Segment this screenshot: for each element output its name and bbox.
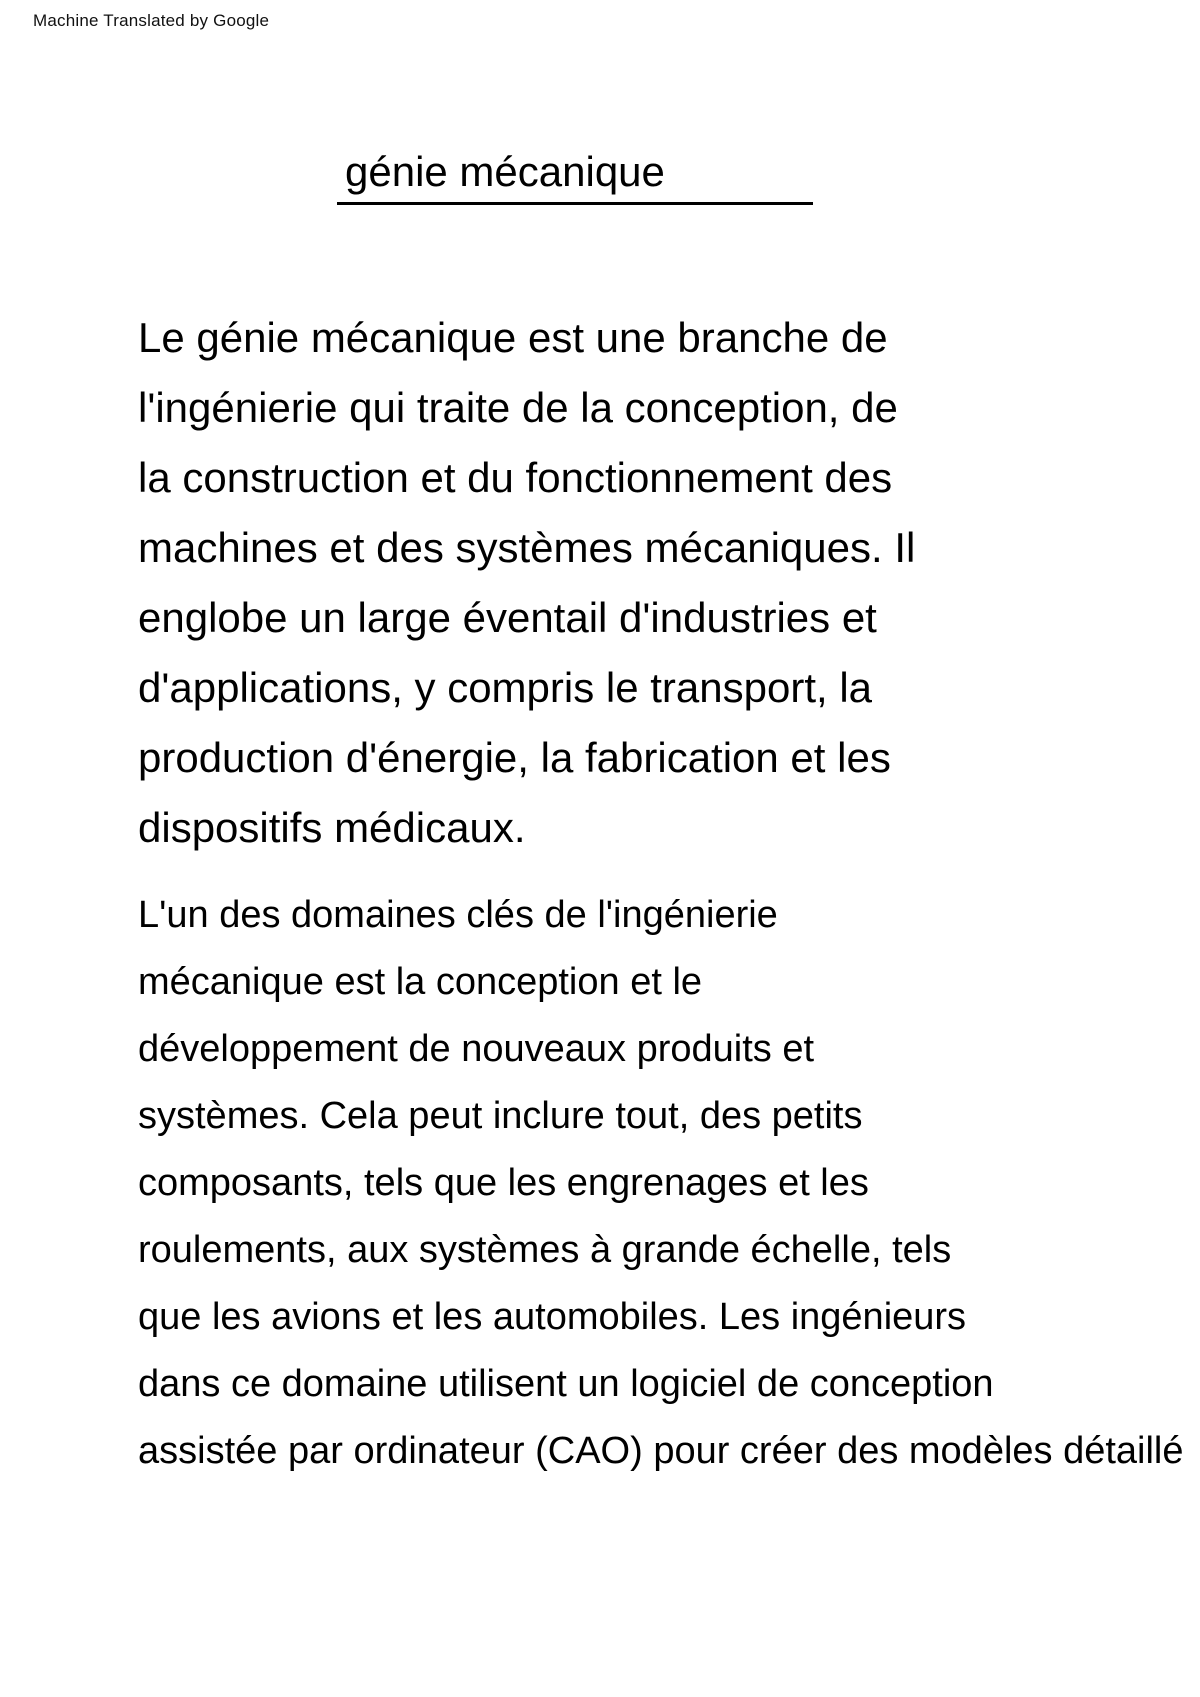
text-line: dans ce domaine utilisent un logiciel de conception — [138, 1363, 994, 1405]
text-line: que les avions et les automobiles. Les ingénieurs — [138, 1296, 967, 1338]
text-line: systèmes. Cela peut inclure tout, des petits — [138, 1095, 863, 1137]
text-line: mécanique est la conception et le — [138, 961, 703, 1003]
text-line: assistée par ordinateur (CAO) pour créer des modèles détaillé — [138, 1430, 1184, 1472]
text-line: dispositifs médicaux. — [138, 804, 526, 851]
text-line: roulements, aux systèmes à grande échelle, tels — [138, 1229, 952, 1271]
paragraph-key-domains — [138, 882, 1184, 1485]
machine-translated-watermark: Machine Translated by Google — [33, 11, 270, 30]
page-title: génie mécanique — [337, 148, 813, 205]
text-line: d'applications, y compris le transport, la — [138, 664, 873, 711]
text-line: englobe un large éventail d'industries et — [138, 594, 877, 641]
text-line: développement de nouveaux produits et — [138, 1028, 815, 1070]
text-line: production d'énergie, la fabrication et les — [138, 734, 891, 781]
paragraph-intro — [138, 303, 915, 863]
text-line: Le génie mécanique est une branche de — [138, 314, 888, 361]
text-line: L'un des domaines clés de l'ingénierie — [138, 894, 778, 936]
text-line: l'ingénierie qui traite de la conception, de — [138, 384, 898, 431]
text-line: machines et des systèmes mécaniques. Il — [138, 524, 916, 571]
title-block — [337, 148, 813, 205]
text-line: composants, tels que les engrenages et les — [138, 1162, 869, 1204]
text-line: la construction et du fonctionnement des — [138, 454, 893, 501]
